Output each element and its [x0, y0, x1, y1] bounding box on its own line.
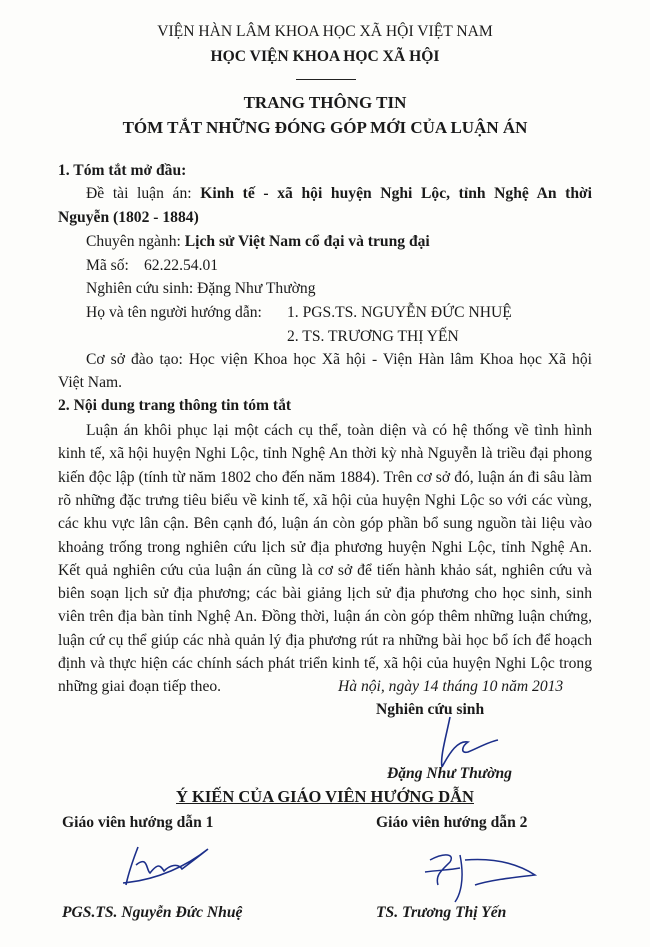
code-value: 62.22.54.01 — [144, 257, 219, 274]
paragraph-line: khoảng trống trong nghiên cứu lịch sử địa phương huyện Nghi Lộc, tỉnh Nghệ An. — [58, 538, 592, 556]
advisor2-name: TS. Trương Thị Yến — [376, 904, 507, 921]
paragraph-line: các khu vực lân cận. Bên cạnh đó, luận án còn góp phần bổ sung nguồn tài liệu vào — [58, 515, 592, 533]
advisor1: 1. PGS.TS. NGUYỄN ĐỨC NHUỆ — [287, 304, 512, 321]
title-line2: TÓM TẮT NHỮNG ĐÓNG GÓP MỚI CỦA LUẬN ÁN — [122, 118, 528, 137]
signoff-role: Nghiên cứu sinh — [376, 701, 485, 718]
advisor2-signature — [420, 840, 540, 905]
paragraph-line: biên soạn lịch sử địa phương; các bài giảng lịch sử địa phương cho học sinh, sinh — [58, 585, 592, 603]
topic-line2: Nguyễn (1802 - 1884) — [58, 209, 199, 226]
divider — [296, 79, 356, 80]
advisors-opinion-heading: Ý KIẾN CỦA GIÁO VIÊN HƯỚNG DẪN — [176, 787, 474, 806]
advisor1-label: Giáo viên hướng dẫn 1 — [62, 814, 214, 831]
title-line1: TRANG THÔNG TIN — [243, 93, 407, 112]
paragraph-line: rõ những đặc trưng tiêu biểu về kinh tế, xã hội của huyện Nghi Lộc so với các vùng, — [58, 491, 592, 509]
paragraph-line: Kết quả nghiên cứu của luận án cũng là cơ sở để tiến hành khảo sát, nghiên cứu và — [58, 561, 592, 579]
major-label: Chuyên ngành: — [86, 233, 185, 250]
institution-line1: Cơ sở đào tạo: Học viện Khoa học Xã hội - Viện Hàn lâm Khoa học Xã hội — [86, 351, 592, 368]
advisor2-label: Giáo viên hướng dẫn 2 — [376, 814, 528, 831]
signoff-date: Hà nội, ngày 14 tháng 10 năm 2013 — [338, 678, 564, 695]
topic-title: Kinh tế - xã hội huyện Nghi Lộc, tỉnh Nghệ An thời — [200, 185, 592, 202]
paragraph-line: luận cứ cụ thể giúp các nhà quản lý địa phương rút ra những bài học bổ ích để hoạch — [58, 631, 592, 649]
student-name: Đặng Như Thường — [387, 765, 512, 782]
major-line — [86, 232, 430, 252]
paragraph-line: Luận án khôi phục lại một cách cụ thể, toàn diện và có hệ thống về tình hình — [86, 422, 592, 439]
section1-heading: 1. Tóm tắt mở đầu: — [58, 162, 187, 179]
major-value: Lịch sử Việt Nam cổ đại và trung đại — [184, 233, 430, 250]
advisor1-name: PGS.TS. Nguyễn Đức Nhuệ — [62, 904, 243, 921]
paragraph-line: kinh tế, xã hội huyện Nghi Lộc, tỉnh Nghệ An thời kỳ nhà Nguyễn là triều đại phong — [58, 445, 592, 463]
code-label: Mã số: — [86, 257, 129, 274]
topic-line1 — [86, 184, 592, 204]
topic-label: Đề tài luận án: — [86, 185, 201, 202]
section2-heading: 2. Nội dung trang thông tin tóm tắt — [58, 397, 292, 414]
institution-line2: Việt Nam. — [58, 374, 123, 391]
advisor1-signature — [118, 835, 228, 890]
institution-header: VIỆN HÀN LÂM KHOA HỌC XÃ HỘI VIỆT NAM — [157, 23, 493, 40]
paragraph-line: kiến độc lập (tính từ năm 1802 cho đến năm 1884). Trên cơ sở đó, luận án đi sâu làm — [58, 468, 592, 486]
paragraph-line: viên trên địa bàn tỉnh Nghệ An. Đồng thời, luận án còn góp thêm những luận chứng, — [58, 608, 592, 626]
paragraph-line: những giai đoạn tiếp theo. — [58, 678, 222, 696]
advisors-label: Họ và tên người hướng dẫn: — [86, 304, 262, 321]
student-line: Nghiên cứu sinh: Đặng Như Thường — [86, 280, 316, 297]
student-signature — [428, 712, 518, 772]
advisor2: 2. TS. TRƯƠNG THỊ YẾN — [287, 328, 459, 345]
paragraph-line: định và thực hiện các chính sách phát triển kinh tế, xã hội của huyện Nghi Lộc trong — [58, 655, 592, 672]
academy-header: HỌC VIỆN KHOA HỌC XÃ HỘI — [210, 48, 440, 65]
